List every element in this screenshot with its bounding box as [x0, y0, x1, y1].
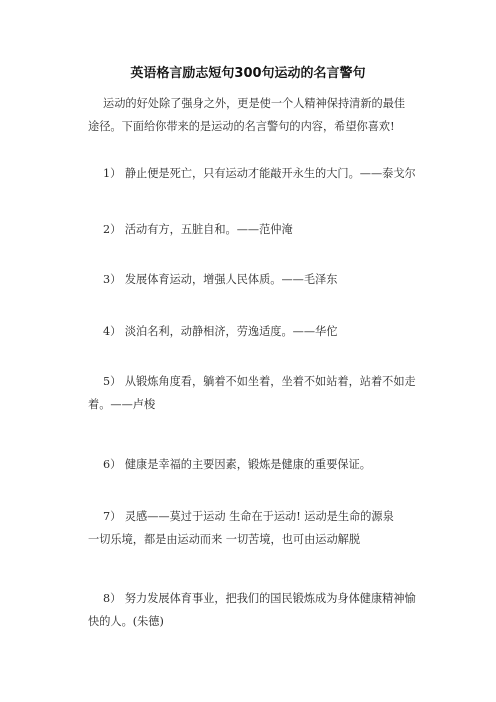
quote-item-1	[88, 162, 424, 185]
quote-7-line-1: 7） 灵感——莫过于运动 生命在于运动! 运动是生命的源泉	[103, 510, 394, 523]
quote-item-7	[88, 505, 424, 551]
quote-1-line-1: 1） 静止便是死亡，只有运动才能敲开永生的大门。——泰戈尔	[103, 167, 416, 180]
quote-8-line-2: 快的人。(朱德)	[88, 615, 164, 628]
quote-item-8	[88, 587, 424, 633]
quote-6-line-1: 6） 健康是幸福的主要因素，锻炼是健康的重要保证。	[103, 458, 371, 471]
quote-3-line-1: 3） 发展体育运动，增强人民体质。——毛泽东	[103, 273, 338, 286]
quote-4-line-1: 4） 淡泊名利，动静相济，劳逸适度。——华佗	[103, 325, 338, 338]
quote-2-line-1: 2） 活动有方，五脏自和。——范仲淹	[103, 223, 293, 236]
quote-item-3	[88, 268, 424, 291]
quote-item-5	[88, 370, 424, 416]
quote-item-6	[88, 453, 424, 476]
quote-5-line-1: 5） 从锻炼角度看，躺着不如坐着，坐着不如站着，站着不如走	[103, 375, 416, 388]
intro-line-2: 途径。下面给你带来的是运动的名言警句的内容，希望你喜欢!	[88, 120, 395, 133]
intro-paragraph	[88, 92, 424, 138]
quote-8-line-1: 8） 努力发展体育事业，把我们的国民锻炼成为身体健康精神愉	[103, 592, 416, 605]
document-title: 英语格言励志短句300句运动的名言警句	[130, 66, 366, 81]
quote-item-2	[88, 218, 424, 241]
quote-7-line-2: 一切乐境，都是由运动而来 一切苦境，也可由运动解脱	[88, 533, 361, 546]
quote-5-line-2: 着。——卢梭	[88, 398, 156, 411]
quote-item-4	[88, 320, 424, 343]
intro-line-1: 运动的好处除了强身之外，更是使一个人精神保持清新的最佳	[103, 97, 406, 110]
